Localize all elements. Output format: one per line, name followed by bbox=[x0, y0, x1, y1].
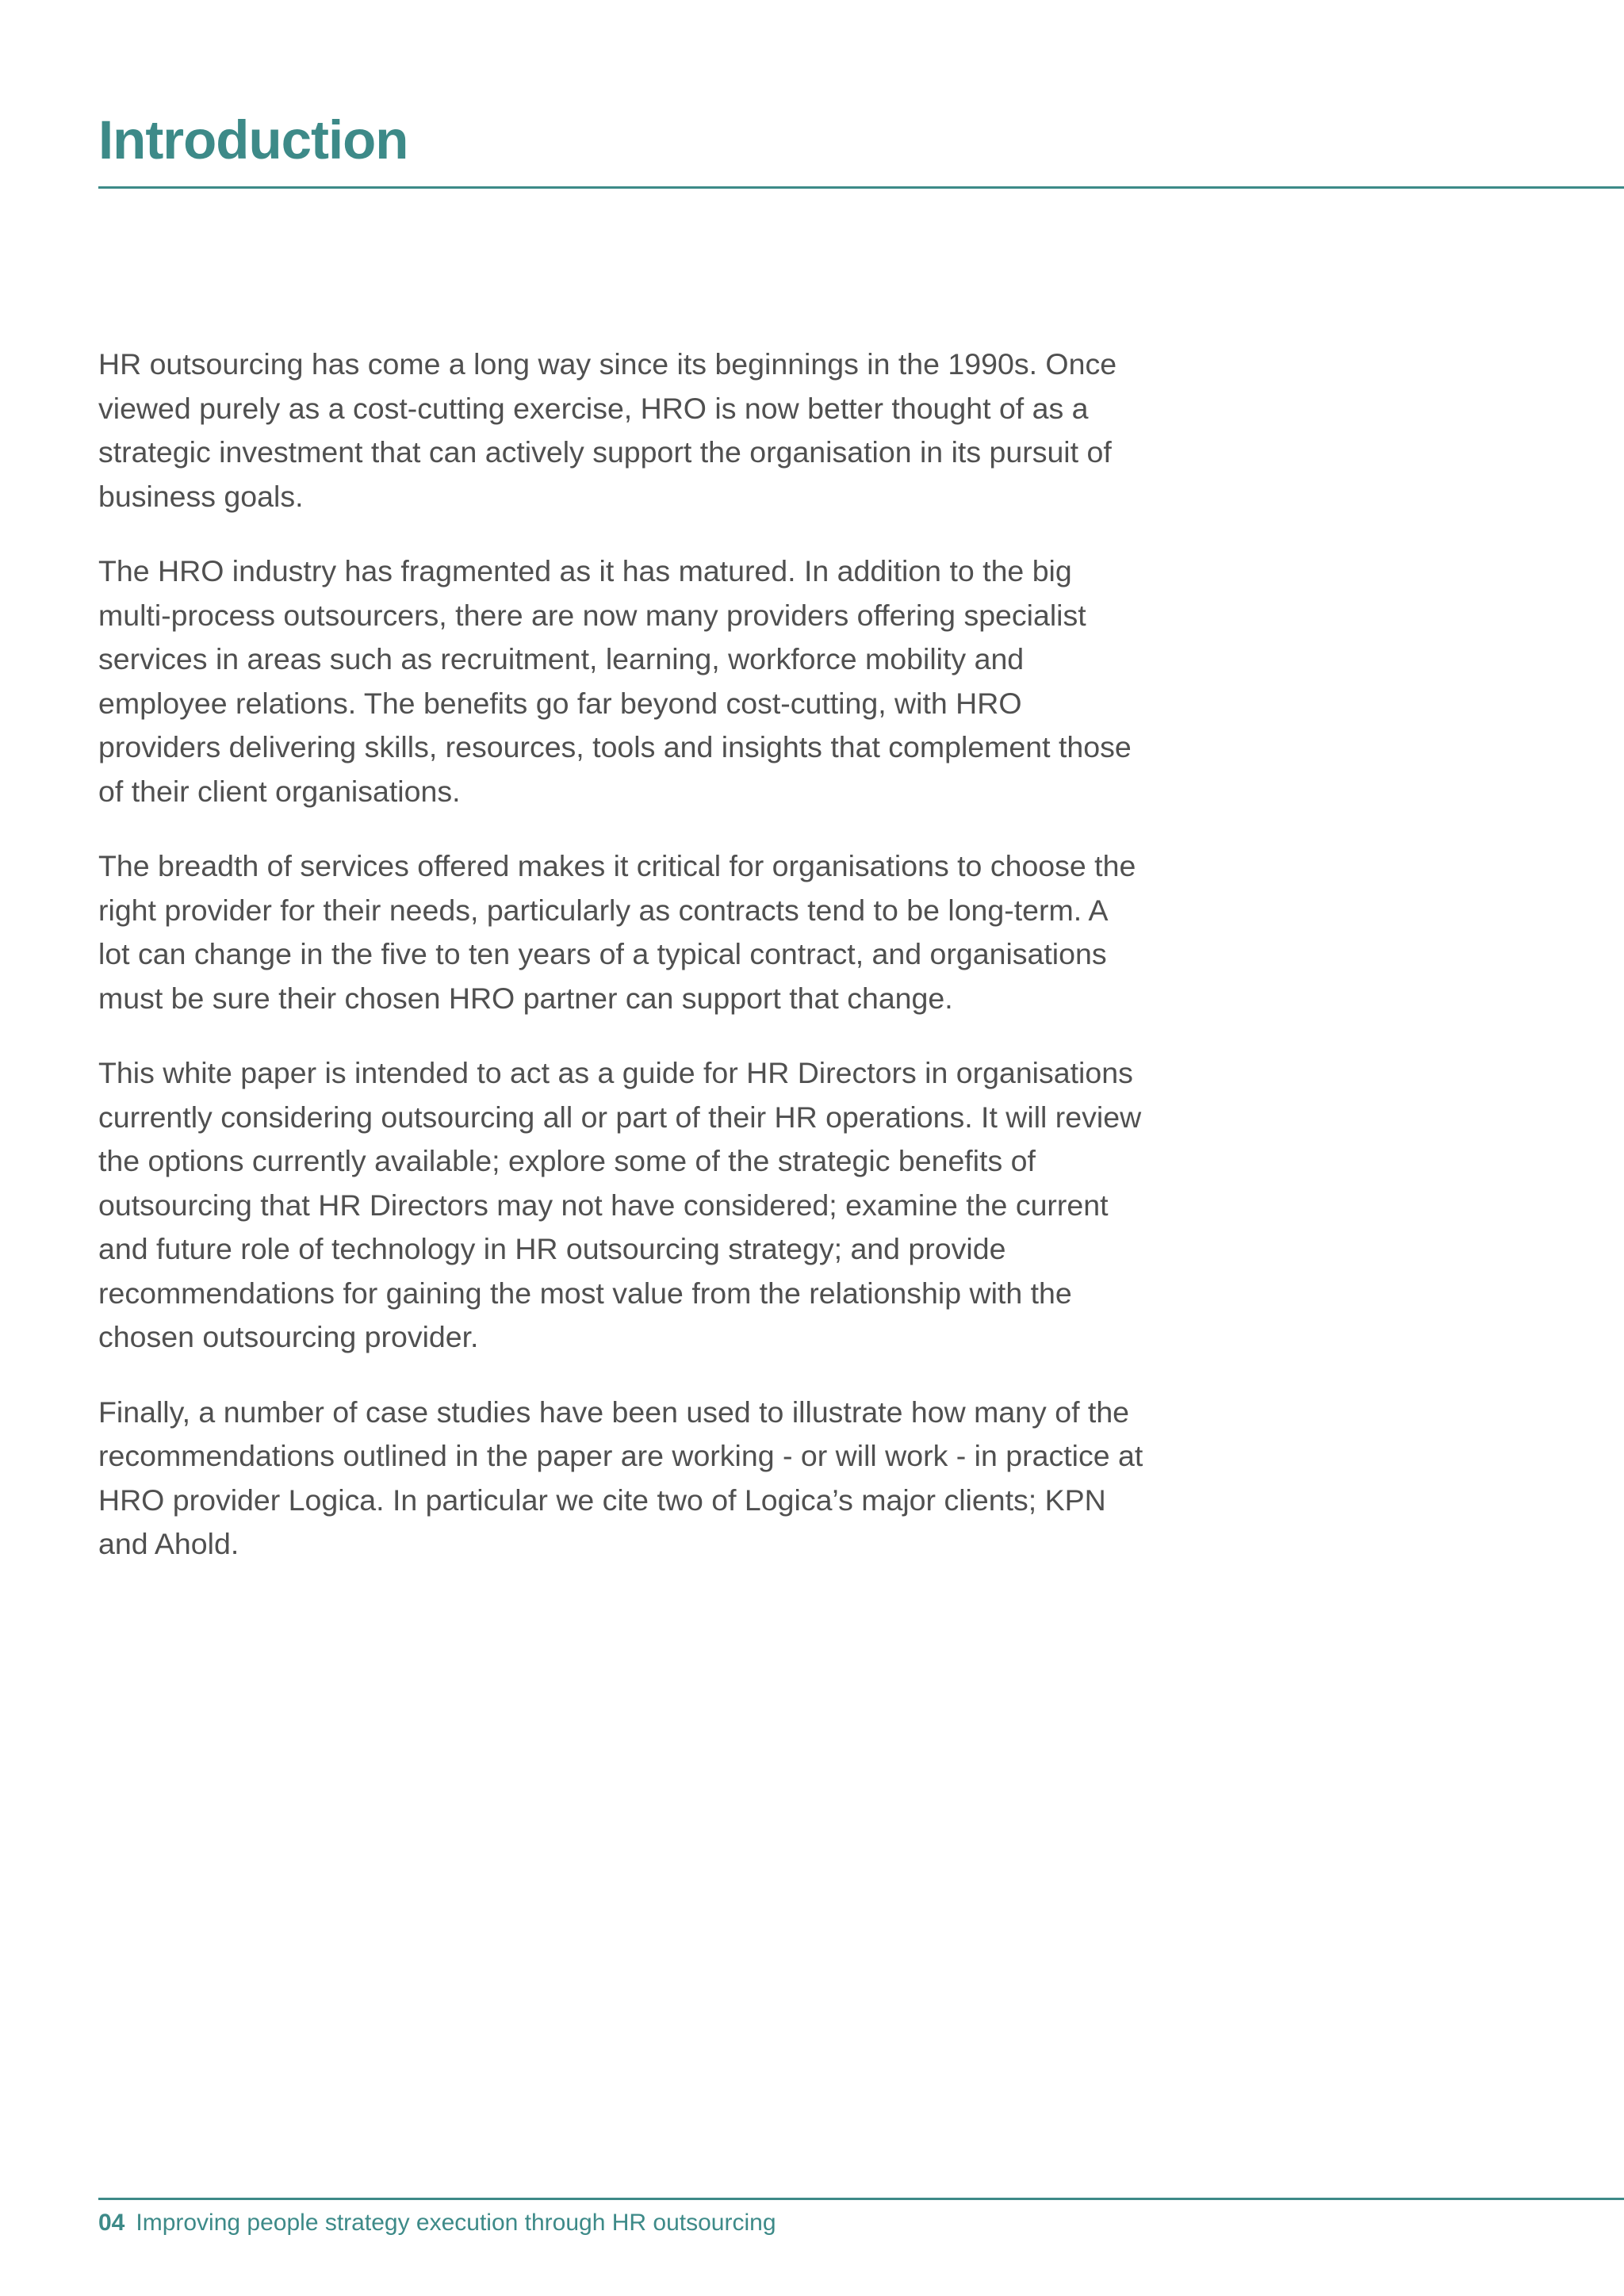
document-title: Improving people strategy execution through HR outsourcing bbox=[136, 2210, 776, 2236]
paragraph-case-studies: Finally, a number of case studies have been used to illustrate how many of the recommendations outlined in the paper are working - or will work - in practice at HRO provider Logica. In particular we cite two of Logica’s major clients; KPN and Ahold. bbox=[98, 1395, 1143, 1560]
title-divider bbox=[98, 186, 1624, 189]
footer-divider bbox=[98, 2198, 1624, 2200]
page-footer bbox=[98, 2207, 776, 2239]
body-text bbox=[98, 342, 1145, 1598]
paragraph-industry: The HRO industry has fragmented as it has matured. In addition to the big multi-process outsourcers, there are now many providers offering specialist services in areas such as recruitment, learning, workforce mobility and employee relations. The benefits go far beyond cost-cutting, with HRO providers delivering skills, resources, tools and insights that complement those of their client organisations. bbox=[98, 554, 1132, 808]
paragraph-provider-choice: The breadth of services offered makes it critical for organisations to choose the right provider for their needs, particularly as contracts tend to be long-term. A lot can change in the five to ten years of a typical contract, and organisations must be sure their chosen HRO partner can support that change. bbox=[98, 849, 1136, 1015]
page-title: Introduction bbox=[98, 109, 408, 170]
paragraph-history: HR outsourcing has come a long way since its beginnings in the 1990s. Once viewed purely as a cost-cutting exercise, HRO is now better thought of as a strategic investment that can actively support the organisation in its pursuit of business goals. bbox=[98, 347, 1117, 513]
paragraph-paper-purpose: This white paper is intended to act as a guide for HR Directors in organisations currently considering outsourcing all or part of their HR operations. It will review the options currently available; explore some of the strategic benefits of outsourcing that HR Directors may not have considered; examine the current and future role of technology in HR outsourcing strategy; and provide recommendations for gaining the most value from the relationship with the chosen outsourcing provider. bbox=[98, 1056, 1142, 1353]
page-number: 04 bbox=[98, 2210, 125, 2236]
